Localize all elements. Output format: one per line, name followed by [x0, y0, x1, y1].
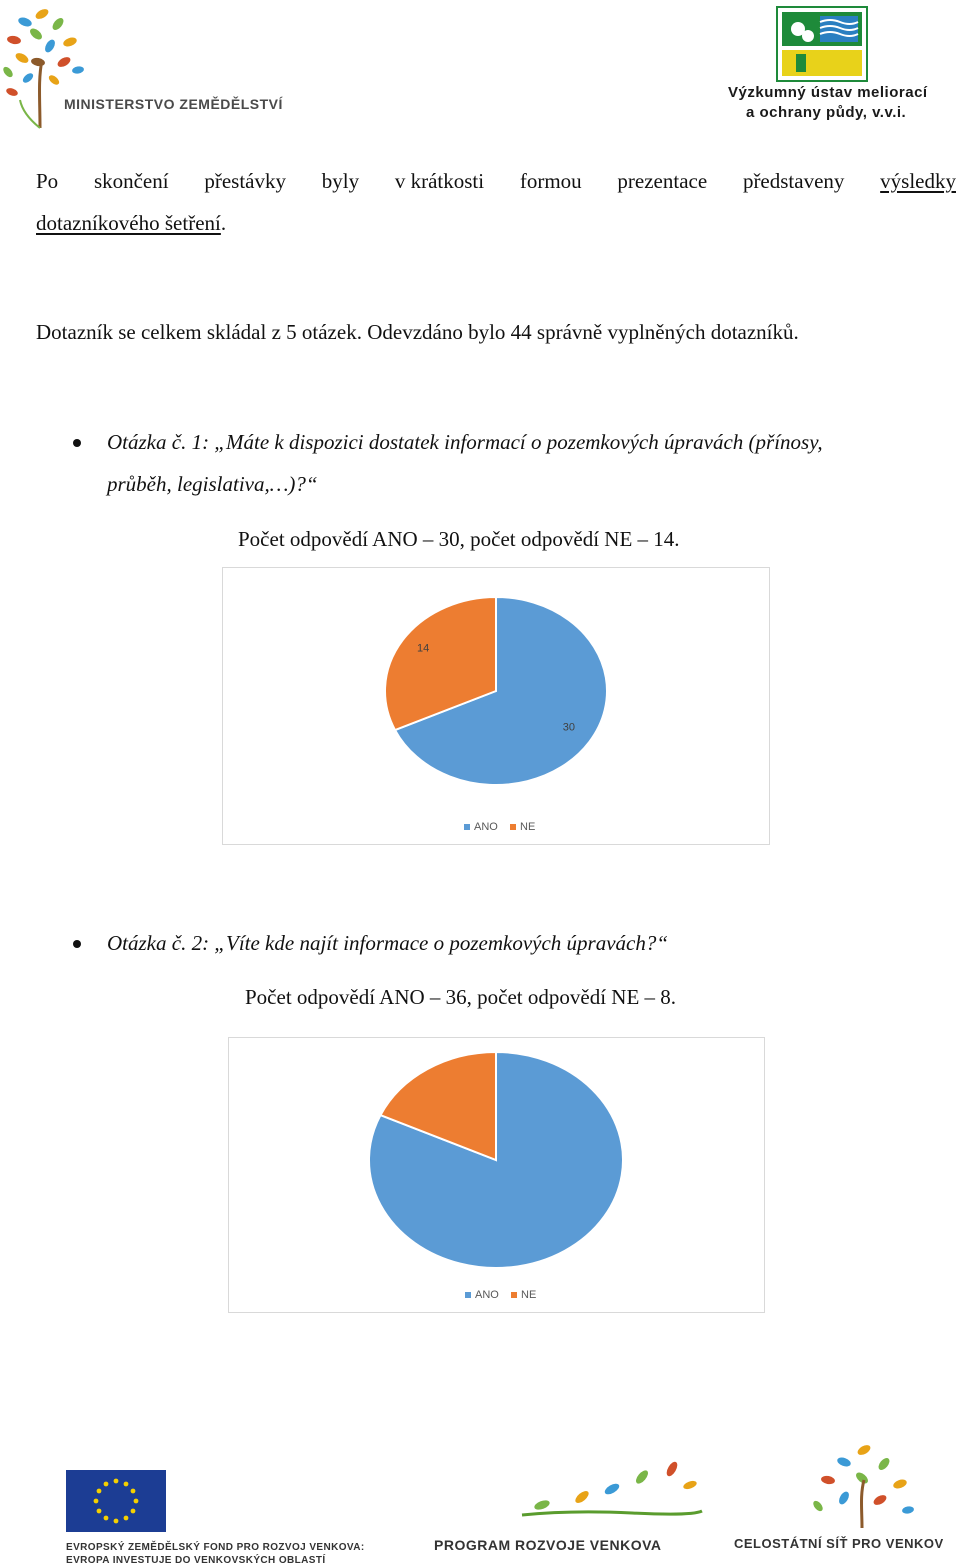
chart-1 — [222, 567, 770, 845]
vumop-name-line2: a ochrany půdy, v.v.i. — [746, 104, 907, 121]
question-2-line-1: Otázka č. 2: „Víte kde najít informace o pozemkových úpravách?“ — [107, 931, 669, 955]
chart-2 — [228, 1037, 765, 1313]
intro-line-1 — [36, 160, 956, 202]
intro-word: Po — [36, 169, 59, 193]
csv-logo — [734, 1440, 954, 1565]
question-1-answer: Počet odpovědí ANO – 30, počet odpovědí NE – 14. — [238, 527, 680, 551]
intro-period: . — [220, 211, 227, 235]
pie-1-data-label-ano: 30 — [562, 721, 575, 734]
vumop-name-line1: Výzkumný ústav meliorací — [728, 84, 928, 101]
prv-logo — [432, 1455, 682, 1565]
eu-logo — [66, 1470, 386, 1565]
pie-2-legend-swatch-ne — [511, 1292, 517, 1298]
eu-text-line2: EVROPA INVESTUJE DO VENKOVSKÝCH OBLASTÍ — [66, 1555, 326, 1566]
question-2-answer: Počet odpovědí ANO – 36, počet odpovědí NE – 8. — [245, 985, 677, 1009]
pie-2-legend-swatch-ano — [465, 1292, 471, 1298]
eu-flag-icon — [66, 1470, 166, 1532]
vumop-logo — [720, 0, 930, 130]
intro-word: skončení — [93, 169, 169, 193]
intro-word: prezentace — [617, 169, 708, 193]
question-1-line-2: průběh, legislativa,…)?“ — [107, 472, 318, 496]
pie-1-legend-label-ne: NE — [520, 821, 536, 833]
vumop-emblem-icon — [776, 6, 868, 82]
intro-word: přestávky — [204, 169, 286, 193]
prv-text: PROGRAM ROZVOJE VENKOVA — [434, 1537, 662, 1553]
results-link[interactable]: výsledky — [880, 169, 956, 193]
intro-word: v krátkosti — [394, 169, 485, 193]
bullet-icon — [73, 439, 81, 447]
eu-text-line1: EVROPSKÝ ZEMĚDĚLSKÝ FOND PRO ROZVOJ VENKOVA: — [66, 1542, 365, 1553]
question-1-line-1: Otázka č. 1: „Máte k dispozici dostatek informací o pozemkových úpravách (přínosy, — [107, 430, 823, 454]
intro-line-2 — [36, 202, 226, 244]
survey-link[interactable]: dotazníkového šetření — [36, 211, 221, 235]
pie-1-legend-label-ano: ANO — [474, 821, 498, 833]
summary-text: Dotazník se celkem skládal z 5 otázek. Odevzdáno bylo 44 správně vyplněných dotazníků. — [36, 320, 799, 344]
sprout-icon — [512, 1455, 712, 1525]
bullet-icon — [73, 940, 81, 948]
intro-word: představeny — [742, 169, 845, 193]
pie-2-legend-label-ano: ANO — [475, 1289, 499, 1301]
pie-2-legend-label-ne: NE — [521, 1289, 537, 1301]
network-tree-icon — [804, 1440, 924, 1530]
intro-word: byly — [321, 169, 360, 193]
pie-1-legend-swatch-ne — [510, 824, 516, 830]
pie-1-legend-swatch-ano — [464, 824, 470, 830]
pie-1-data-label-ne: 14 — [417, 642, 430, 655]
pie-chart-1 — [223, 568, 769, 844]
ministry-logo — [0, 0, 300, 130]
intro-word: formou — [519, 169, 582, 193]
pie-chart-2 — [229, 1038, 764, 1312]
ministry-name: MINISTERSTVO ZEMĚDĚLSTVÍ — [64, 96, 283, 112]
csv-text: CELOSTÁTNÍ SÍŤ PRO VENKOV — [734, 1536, 944, 1551]
